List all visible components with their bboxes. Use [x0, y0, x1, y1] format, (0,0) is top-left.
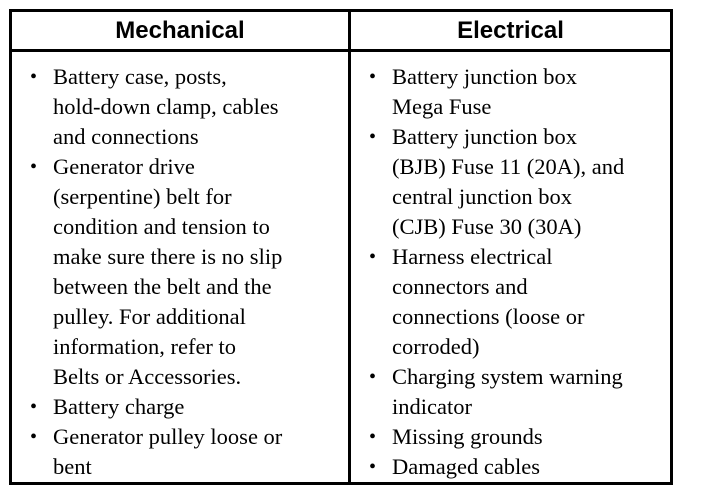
list-item: [367, 422, 667, 452]
list-item: [367, 122, 667, 242]
item-text-line: connectors and: [392, 274, 528, 299]
item-text-line: (serpentine) belt for: [53, 184, 232, 209]
bullet-icon: •: [30, 66, 38, 88]
item-text-line: Generator pulley loose or: [53, 424, 283, 449]
item-text-line: Mega Fuse: [392, 94, 492, 119]
item-text-line: pulley. For additional: [53, 304, 246, 329]
bullet-icon: •: [369, 66, 377, 88]
item-text-line: Battery junction box: [392, 64, 577, 89]
mechanical-column: [28, 62, 344, 482]
item-text-line: (BJB) Fuse 11 (20A), and: [392, 154, 625, 179]
item-text-line: Battery case, posts,: [53, 64, 227, 89]
list-item: [28, 422, 344, 482]
bullet-icon: •: [30, 396, 38, 418]
item-text-line: information, refer to: [53, 334, 237, 359]
diagnosis-table: [9, 9, 673, 485]
item-text-line: bent: [53, 454, 92, 479]
column-divider: [348, 12, 351, 482]
bullet-icon: •: [30, 156, 38, 178]
list-item: [28, 62, 344, 152]
item-text-line: connections (loose or: [392, 304, 585, 329]
mechanical-list: [28, 62, 344, 482]
item-text-line: hold-down clamp, cables: [53, 94, 279, 119]
item-text-line: Battery charge: [53, 394, 185, 419]
item-text-line: indicator: [392, 394, 472, 419]
item-text-line: make sure there is no slip: [53, 244, 283, 269]
list-item: [367, 62, 667, 122]
item-text-line: Battery junction box: [392, 124, 577, 149]
item-text-line: Missing grounds: [392, 424, 543, 449]
item-text-line: corroded): [392, 334, 480, 359]
item-text-line: Generator drive: [53, 154, 195, 179]
list-item: [367, 452, 667, 482]
item-text-line: central junction box: [392, 184, 572, 209]
item-text-line: between the belt and the: [53, 274, 272, 299]
header-electrical: Electrical: [457, 16, 564, 44]
bullet-icon: •: [369, 456, 377, 478]
electrical-column: [367, 62, 667, 482]
list-item: [28, 392, 344, 422]
bullet-icon: •: [369, 246, 377, 268]
list-item: [367, 362, 667, 422]
item-text-line: Harness electrical: [392, 244, 553, 269]
item-text-line: Damaged cables: [392, 454, 541, 479]
bullet-icon: •: [369, 126, 377, 148]
bullet-icon: •: [369, 366, 377, 388]
list-item: [367, 242, 667, 362]
list-item: [28, 152, 344, 392]
bullet-icon: •: [30, 426, 38, 448]
item-text-line: and connections: [53, 124, 199, 149]
header-mechanical: Mechanical: [115, 16, 245, 44]
item-text-line: Charging system warning: [392, 364, 623, 389]
item-text-line: condition and tension to: [53, 214, 270, 239]
item-text-line: (CJB) Fuse 30 (30A): [392, 214, 582, 239]
table-header-row: [12, 12, 670, 52]
item-text-line: Belts or Accessories.: [53, 364, 242, 389]
electrical-list: [367, 62, 667, 482]
bullet-icon: •: [369, 426, 377, 448]
